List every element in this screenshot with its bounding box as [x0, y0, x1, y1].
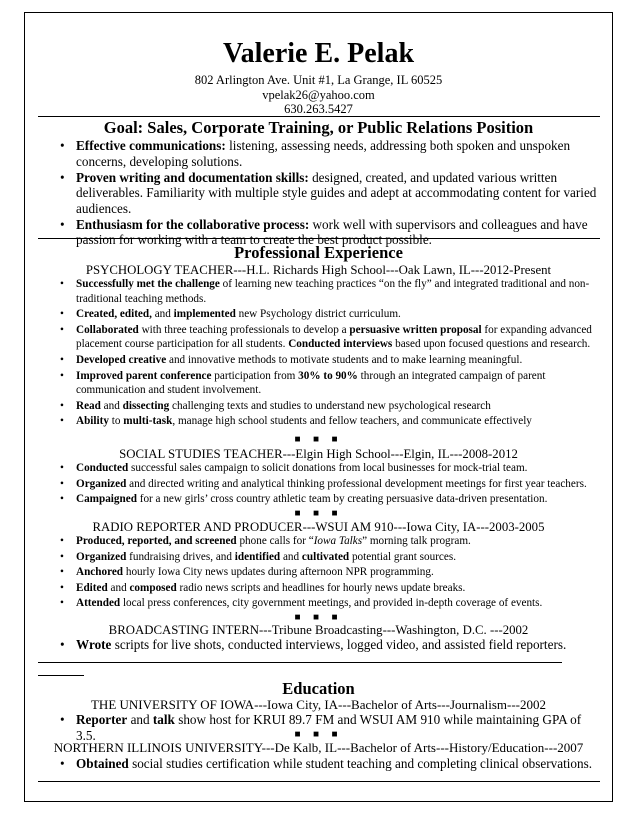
- divider-rule-short: [38, 675, 84, 676]
- list-item: • Attended local press conferences, city government meetings, and provided in-depth coverage of events.: [38, 596, 600, 611]
- list-item: • Obtained social studies certification while student teaching and completing clinical observations.: [38, 756, 600, 772]
- job-bullets: [38, 534, 600, 612]
- divider-rule: [38, 238, 600, 239]
- list-item: • Enthusiasm for the collaborative process: work well with supervisors and colleagues and have passion for working with a team to create the best product possible.: [38, 217, 600, 248]
- job-bullets: [38, 461, 600, 508]
- list-item: • Anchored hourly Iowa City news updates during afternoon NPR programming.: [38, 565, 600, 580]
- school-heading: THE UNIVERSITY OF IOWA---Iowa City, IA---Bachelor of Arts---Journalism---2002: [90, 697, 546, 712]
- job-bullets: [38, 637, 600, 653]
- job-heading: SOCIAL STUDIES TEACHER---Elgin High School---Elgin, IL---2008-2012: [119, 447, 518, 461]
- education-title: Education: [282, 679, 355, 698]
- school-heading: NORTHERN ILLINOIS UNIVERSITY---De Kalb, IL---Bachelor of Arts---History/Education---2007: [53, 740, 584, 755]
- section-separator: ■ ■ ■: [294, 508, 343, 519]
- list-item: • Collaborated with three teaching professionals to develop a persuasive written proposal for expanding advanced placement course participation for all students. Conducted interviews based upon focused questions and research.: [38, 323, 600, 352]
- section-separator: ■ ■ ■: [294, 729, 343, 740]
- goal-title: Goal: Sales, Corporate Training, or Public Relations Position: [103, 118, 534, 137]
- list-item: • Successfully met the challenge of learning new teaching practices “on the fly” and integrated traditional and non-traditional teaching methods.: [38, 277, 600, 306]
- experience-title: Professional Experience: [234, 243, 403, 262]
- section-separator: ■ ■ ■: [294, 612, 343, 623]
- list-item: • Wrote scripts for live shots, conducted interviews, logged video, and assisted field reporters.: [38, 637, 600, 653]
- list-item: • Ability to multi-task, manage high school students and fellow teachers, and communicate effectively: [38, 414, 600, 429]
- divider-rule: [38, 662, 562, 663]
- list-item: • Effective communications: listening, assessing needs, addressing both spoken and unspoken concerns, developing solutions.: [38, 138, 600, 169]
- list-item: • Organized fundraising drives, and identified and cultivated potential grant sources.: [38, 550, 600, 565]
- job-bullets: [38, 277, 600, 430]
- list-item: • Organized and directed writing and analytical thinking professional development meetings for first year teachers.: [38, 477, 600, 492]
- list-item: • Edited and composed radio news scripts and headlines for hourly news update breaks.: [38, 581, 600, 596]
- goal-list: [38, 138, 600, 248]
- job-heading: PSYCHOLOGY TEACHER---H.L. Richards High School---Oak Lawn, IL---2012-Present: [85, 263, 552, 277]
- address: 802 Arlington Ave. Unit #1, La Grange, IL 60525: [194, 73, 443, 87]
- job-heading: BROADCASTING INTERN---Tribune Broadcasting---Washington, D.C. ---2002: [108, 623, 529, 637]
- list-item: • Developed creative and innovative methods to motivate students and to make learning meaningful.: [38, 353, 600, 368]
- school-bullets: [38, 756, 600, 772]
- phone: 630.263.5427: [284, 102, 353, 116]
- list-item: • Proven writing and documentation skills: designed, created, and updated various written deliverables. Familiarity with multiple style guides and adept at accommodating content for varied audiences.: [38, 170, 600, 217]
- job-heading: RADIO REPORTER AND PRODUCER---WSUI AM 910---Iowa City, IA---2003-2005: [92, 520, 545, 534]
- list-item: • Produced, reported, and screened phone calls for “Iowa Talks” morning talk program.: [38, 534, 600, 549]
- email: vpelak26@yahoo.com: [262, 88, 375, 102]
- candidate-name: Valerie E. Pelak: [222, 38, 415, 69]
- list-item: • Conducted successful sales campaign to solicit donations from local businesses for mock-trial team.: [38, 461, 600, 476]
- list-item: • Created, edited, and implemented new Psychology district curriculum.: [38, 307, 600, 322]
- list-item: • Read and dissecting challenging texts and studies to understand new psychological research: [38, 399, 600, 414]
- divider-rule: [38, 116, 600, 117]
- divider-rule: [38, 781, 600, 782]
- section-separator: ■ ■ ■: [294, 434, 343, 445]
- list-item: • Improved parent conference participation from 30% to 90% through an integrated campaign of parent communication and student involvement.: [38, 369, 600, 398]
- list-item: • Reporter and talk show host for KRUI 89.7 FM and WSUI AM 910 while maintaining GPA of 3.5.: [38, 712, 600, 743]
- list-item: • Campaigned for a new girls’ cross country athletic team by creating persuasive data-driven presentation.: [38, 492, 600, 507]
